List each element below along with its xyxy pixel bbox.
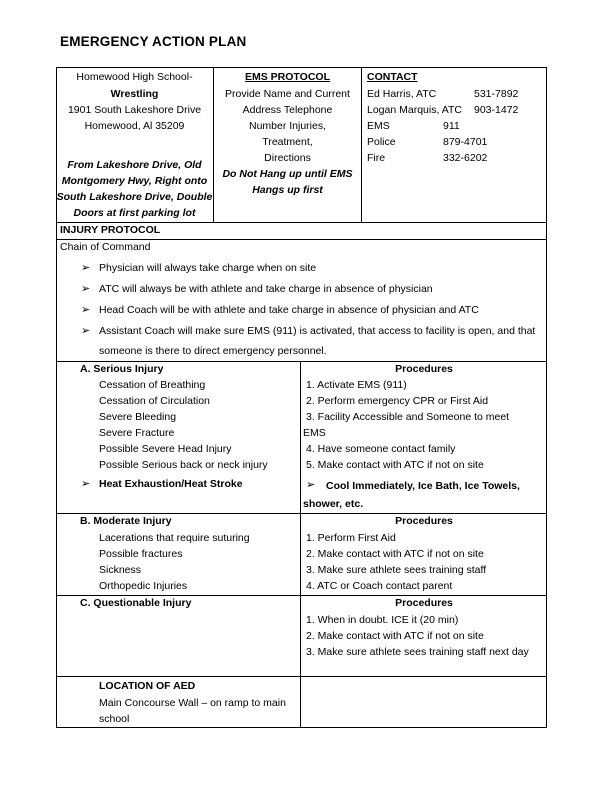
procedure-step: 2. Make contact with ATC if not on site: [306, 630, 484, 642]
contact-phone: 531-7892: [474, 88, 519, 100]
contact-name: Logan Marquis, ATC: [367, 104, 462, 116]
contact-phone: 903-1472: [474, 104, 519, 116]
serious-item: Possible Serious back or neck injury: [99, 459, 268, 471]
aed-location: Main Concourse Wall – on ramp to main: [99, 697, 286, 709]
moderate-item: Orthopedic Injuries: [99, 580, 188, 592]
contact-phone: 911: [443, 120, 460, 132]
serious-item: Severe Bleeding: [99, 411, 177, 423]
contact-name: EMS: [367, 120, 390, 132]
moderate-item: Lacerations that require suturing: [99, 532, 250, 544]
serious-item: Cessation of Breathing: [99, 379, 206, 391]
heat-item: Heat Exhaustion/Heat Stroke: [99, 478, 243, 490]
school-name: Homewood High School-: [76, 71, 193, 83]
ems-line: Number Injuries,: [248, 120, 327, 132]
procedure-step: 3. Make sure athlete sees training staff next day: [306, 646, 529, 658]
directions-line: South Lakeshore Drive, Double: [56, 191, 213, 203]
procedure-step: 2. Perform emergency CPR or First Aid: [306, 395, 489, 407]
moderate-item: Possible fractures: [99, 548, 183, 560]
contact-heading: CONTACT: [367, 71, 418, 83]
divider: [361, 67, 362, 223]
contact-name: Police: [367, 136, 396, 148]
procedures-heading: Procedures: [395, 363, 453, 375]
divider: [300, 361, 301, 728]
arrow-bullet-icon: ➢: [306, 479, 316, 491]
procedure-step: 5. Make contact with ATC if not on site: [306, 459, 484, 471]
procedure-step: 2. Make contact with ATC if not on site: [306, 548, 484, 560]
chain-item: Physician will always take charge when on site: [99, 262, 317, 274]
contact-name: Fire: [367, 152, 386, 164]
contact-phone: 879-4701: [443, 136, 488, 148]
arrow-bullet-icon: ➢: [81, 478, 91, 490]
heat-procedure: Cool Immediately, Ice Bath, Ice Towels,: [326, 480, 520, 492]
contact-phone: 332-6202: [443, 152, 488, 164]
chain-item: Assistant Coach will make sure EMS (911) is activated, that access to facility is open, and that: [99, 325, 536, 337]
heat-procedure: shower, etc.: [303, 498, 364, 510]
page-title: EMERGENCY ACTION PLAN: [60, 34, 247, 49]
procedures-heading: Procedures: [395, 597, 453, 609]
street-address: 1901 South Lakeshore Drive: [67, 104, 202, 116]
ems-warning: Do Not Hang up until EMS: [222, 168, 353, 180]
procedure-step: 4. Have someone contact family: [306, 443, 456, 455]
serious-injury-heading: A. Serious Injury: [80, 363, 164, 375]
procedure-step: EMS: [303, 427, 326, 439]
ems-line: Address Telephone: [242, 104, 333, 116]
ems-heading: EMS PROTOCOL: [245, 71, 330, 83]
arrow-bullet-icon: ➢: [81, 325, 91, 337]
procedure-step: 3. Facility Accessible and Someone to meet: [306, 411, 510, 423]
chain-of-command: Chain of Command: [60, 241, 151, 253]
procedures-heading: Procedures: [395, 515, 453, 527]
contact-name: Ed Harris, ATC: [367, 88, 437, 100]
city-state-zip: Homewood, Al 35209: [84, 120, 185, 132]
procedure-step: 3. Make sure athlete sees training staff: [306, 564, 487, 576]
chain-item: Head Coach will be with athlete and take charge in absence of physician and ATC: [99, 304, 479, 316]
arrow-bullet-icon: ➢: [81, 283, 91, 295]
arrow-bullet-icon: ➢: [81, 304, 91, 316]
aed-heading: LOCATION OF AED: [99, 680, 196, 692]
directions-line: Montgomery Hwy, Right onto: [61, 175, 208, 187]
arrow-bullet-icon: ➢: [81, 262, 91, 274]
procedure-step: 1. Perform First Aid: [306, 532, 396, 544]
procedure-step: 1. When in doubt. ICE it (20 min): [306, 614, 459, 626]
injury-protocol-heading: INJURY PROTOCOL: [60, 224, 161, 236]
divider: [56, 676, 547, 677]
moderate-item: Sickness: [99, 564, 142, 576]
directions-line: From Lakeshore Drive, Old: [67, 159, 202, 171]
ems-line: Treatment,: [262, 136, 313, 148]
sport-name: Wrestling: [110, 88, 159, 100]
procedure-step: 1. Activate EMS (911): [306, 379, 407, 391]
ems-warning: Hangs up first: [252, 184, 323, 196]
directions-line: Doors at first parking lot: [73, 207, 196, 219]
moderate-injury-heading: B. Moderate Injury: [80, 515, 172, 527]
ems-line: Provide Name and Current: [225, 88, 350, 100]
serious-item: Severe Fracture: [99, 427, 175, 439]
procedure-step: 4. ATC or Coach contact parent: [306, 580, 453, 592]
chain-item: someone is there to direct emergency personnel.: [99, 345, 327, 357]
chain-item: ATC will always be with athlete and take charge in absence of physician: [99, 283, 433, 295]
aed-location: school: [99, 713, 130, 725]
serious-item: Possible Severe Head Injury: [99, 443, 232, 455]
serious-item: Cessation of Circulation: [99, 395, 210, 407]
questionable-injury-heading: C. Questionable Injury: [80, 597, 192, 609]
ems-line: Directions: [264, 152, 311, 164]
